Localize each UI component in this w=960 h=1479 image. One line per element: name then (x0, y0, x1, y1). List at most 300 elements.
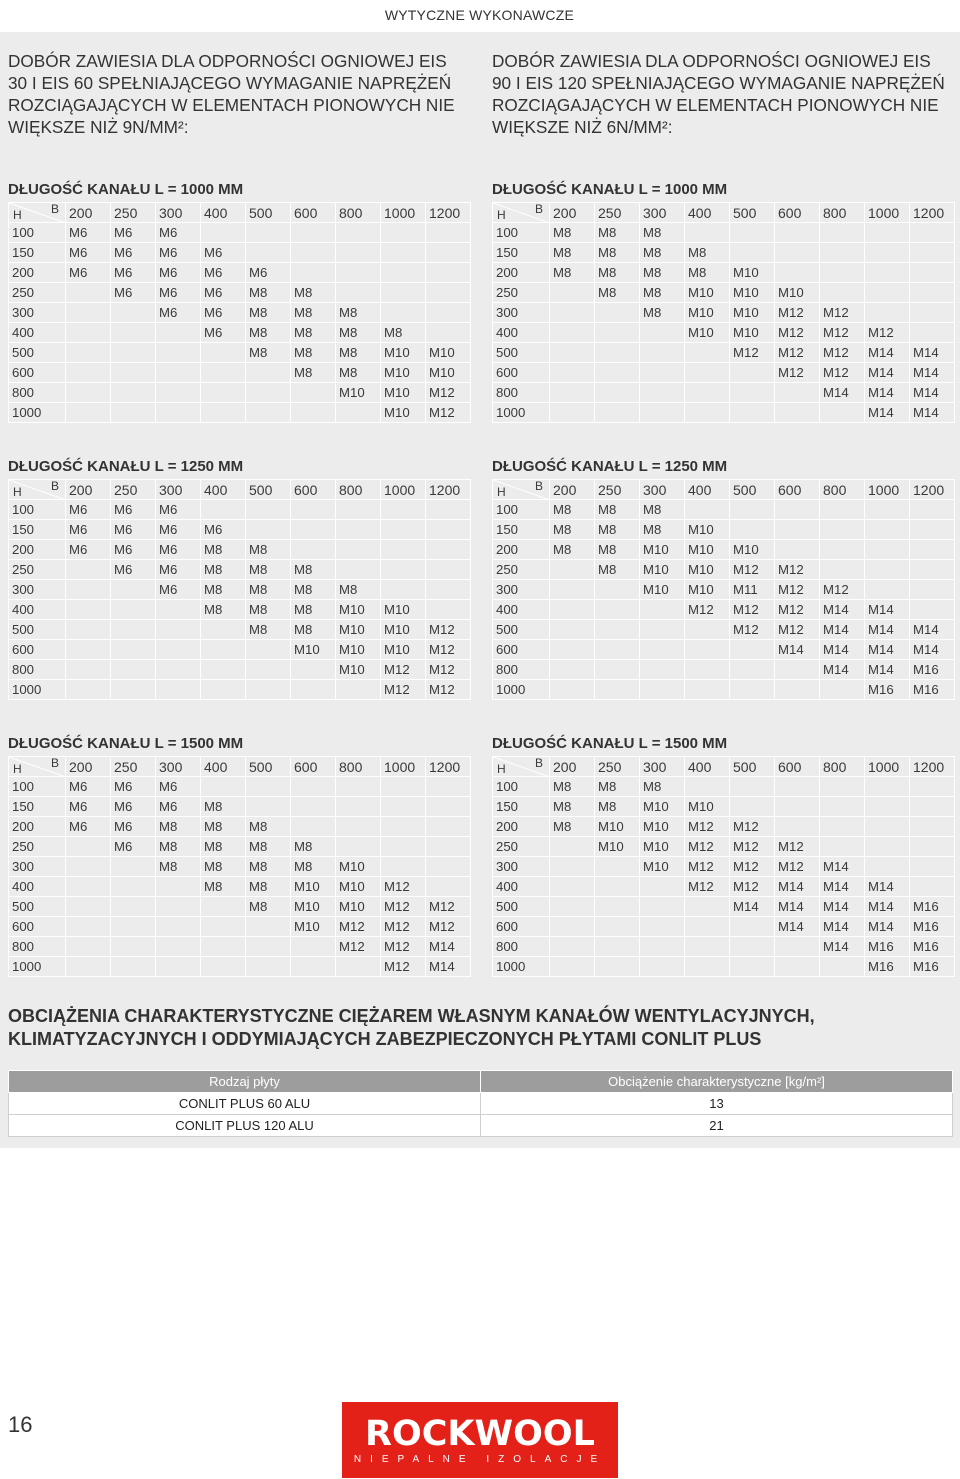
hanger-cell (550, 640, 595, 660)
column-header-b: 200 (66, 203, 111, 223)
table-row (493, 817, 955, 837)
logo-tagline: NIEPALNE IZOLACJE (353, 1454, 607, 1465)
table-row (9, 640, 471, 660)
hanger-grid (8, 756, 471, 977)
row-header-h: 500 (493, 343, 550, 363)
column-header-b: 800 (336, 480, 381, 500)
hanger-cell: M10 (685, 283, 730, 303)
hanger-cell: M8 (336, 343, 381, 363)
hanger-cell (820, 957, 865, 977)
hanger-cell (730, 520, 775, 540)
row-header-h: 150 (9, 520, 66, 540)
hanger-cell (820, 283, 865, 303)
column-header-b: 200 (66, 757, 111, 777)
hanger-cell: M12 (865, 323, 910, 343)
hanger-cell (685, 223, 730, 243)
hanger-cell: M16 (910, 917, 955, 937)
axis-label-b: B (534, 756, 543, 770)
column-header-b: 500 (246, 203, 291, 223)
hanger-cell: M8 (685, 263, 730, 283)
hanger-cell (381, 560, 426, 580)
rockwool-logo (342, 1402, 618, 1478)
hanger-cell: M12 (426, 897, 471, 917)
hanger-cell: M8 (246, 600, 291, 620)
hanger-cell (336, 957, 381, 977)
hanger-cell: M16 (865, 937, 910, 957)
hanger-cell: M14 (820, 937, 865, 957)
hanger-cell: M6 (111, 283, 156, 303)
hanger-cell: M10 (336, 877, 381, 897)
table-row (9, 560, 471, 580)
hanger-cell (820, 560, 865, 580)
hanger-cell (381, 283, 426, 303)
hanger-cell (820, 263, 865, 283)
hanger-cell (730, 383, 775, 403)
row-header-h: 200 (9, 263, 66, 283)
hanger-cell (426, 223, 471, 243)
row-header-h: 400 (9, 877, 66, 897)
hanger-cell: M10 (685, 303, 730, 323)
hanger-cell (246, 797, 291, 817)
hanger-cell (291, 403, 336, 423)
hanger-cell (66, 383, 111, 403)
hanger-cell (291, 817, 336, 837)
hanger-cell: M8 (246, 560, 291, 580)
hanger-cell: M8 (246, 897, 291, 917)
hanger-cell: M12 (820, 343, 865, 363)
hanger-cell: M12 (730, 560, 775, 580)
hanger-cell (111, 897, 156, 917)
hanger-cell: M14 (820, 857, 865, 877)
hanger-cell: M14 (865, 897, 910, 917)
hanger-cell (865, 837, 910, 857)
axis-label-b: B (50, 202, 59, 216)
table-row (493, 383, 955, 403)
hanger-cell (246, 957, 291, 977)
row-header-h: 100 (493, 777, 550, 797)
load-table-cell-name: CONLIT PLUS 60 ALU (9, 1093, 481, 1115)
hanger-cell (246, 660, 291, 680)
hanger-cell (910, 817, 955, 837)
row-header-h: 1000 (9, 403, 66, 423)
hanger-cell (201, 777, 246, 797)
hanger-cell (685, 500, 730, 520)
hanger-cell: M12 (426, 620, 471, 640)
hanger-cell: M8 (201, 877, 246, 897)
hanger-cell (775, 520, 820, 540)
hanger-cell (865, 540, 910, 560)
hanger-cell: M12 (381, 917, 426, 937)
table-row (9, 680, 471, 700)
hanger-cell (595, 877, 640, 897)
hanger-cell: M6 (201, 323, 246, 343)
hanger-cell (426, 560, 471, 580)
hanger-cell (381, 500, 426, 520)
row-header-h: 100 (9, 777, 66, 797)
hanger-cell: M12 (775, 837, 820, 857)
table-row (9, 403, 471, 423)
hanger-cell: M10 (685, 797, 730, 817)
load-table-cell-name: CONLIT PLUS 120 ALU (9, 1115, 481, 1137)
hanger-cell (201, 640, 246, 660)
hanger-cell (291, 957, 336, 977)
table-row (9, 817, 471, 837)
hanger-table (492, 457, 954, 700)
table-title: DŁUGOŚĆ KANAŁU L = 1250 MM (492, 458, 728, 475)
hanger-cell (775, 243, 820, 263)
hanger-cell (640, 383, 685, 403)
table-header-row (9, 203, 471, 223)
hanger-cell (820, 223, 865, 243)
hanger-cell (685, 680, 730, 700)
hanger-cell: M6 (201, 263, 246, 283)
hanger-cell (550, 837, 595, 857)
hanger-cell (381, 540, 426, 560)
hanger-cell (595, 323, 640, 343)
hanger-cell: M8 (291, 323, 336, 343)
hanger-cell (111, 383, 156, 403)
hanger-cell (426, 520, 471, 540)
table-row (9, 263, 471, 283)
hanger-cell (201, 500, 246, 520)
table-row (493, 500, 955, 520)
hanger-cell: M12 (775, 363, 820, 383)
hanger-cell: M10 (291, 917, 336, 937)
hanger-cell: M8 (201, 580, 246, 600)
hanger-cell: M12 (820, 323, 865, 343)
hanger-cell (381, 263, 426, 283)
hanger-cell: M8 (336, 363, 381, 383)
hanger-cell: M8 (246, 837, 291, 857)
hanger-table (492, 180, 954, 423)
table-row (9, 660, 471, 680)
load-table-col2-label: Obciążenie charakterystyczne (608, 1074, 782, 1089)
table-row (493, 857, 955, 877)
corner-cell (9, 203, 66, 223)
hanger-cell: M12 (381, 660, 426, 680)
hanger-cell: M12 (775, 600, 820, 620)
hanger-cell: M12 (426, 680, 471, 700)
hanger-cell: M6 (66, 243, 111, 263)
hanger-cell (910, 283, 955, 303)
row-header-h: 250 (493, 560, 550, 580)
hanger-cell: M8 (291, 283, 336, 303)
hanger-cell (291, 500, 336, 520)
hanger-table (492, 734, 954, 977)
hanger-cell (111, 877, 156, 897)
column-header-b: 500 (730, 757, 775, 777)
hanger-cell: M12 (381, 877, 426, 897)
hanger-cell: M6 (66, 797, 111, 817)
row-header-h: 150 (493, 243, 550, 263)
hanger-cell: M8 (246, 323, 291, 343)
column-header-b: 1000 (381, 757, 426, 777)
hanger-cell (550, 323, 595, 343)
hanger-cell: M10 (336, 897, 381, 917)
hanger-cell (550, 580, 595, 600)
hanger-cell: M10 (730, 323, 775, 343)
hanger-cell: M8 (291, 580, 336, 600)
table-row (9, 897, 471, 917)
hanger-cell: M10 (381, 640, 426, 660)
hanger-cell: M8 (156, 837, 201, 857)
hanger-cell (381, 243, 426, 263)
hanger-cell (820, 403, 865, 423)
table-row (493, 837, 955, 857)
table-row (493, 600, 955, 620)
hanger-cell (910, 877, 955, 897)
hanger-cell (685, 777, 730, 797)
hanger-cell: M12 (685, 857, 730, 877)
hanger-cell (595, 363, 640, 383)
hanger-cell: M12 (730, 857, 775, 877)
hanger-cell (550, 303, 595, 323)
hanger-cell (910, 560, 955, 580)
hanger-cell: M8 (595, 263, 640, 283)
hanger-cell (426, 877, 471, 897)
hanger-cell: M8 (550, 263, 595, 283)
hanger-cell (336, 560, 381, 580)
hanger-cell: M8 (201, 600, 246, 620)
hanger-cell: M12 (775, 580, 820, 600)
hanger-cell (685, 937, 730, 957)
column-header-b: 600 (291, 203, 336, 223)
column-header-b: 500 (246, 480, 291, 500)
table-row (493, 640, 955, 660)
axis-label-b: B (534, 202, 543, 216)
hanger-cell (291, 660, 336, 680)
hanger-cell (910, 837, 955, 857)
hanger-cell: M12 (775, 323, 820, 343)
row-header-h: 800 (9, 383, 66, 403)
hanger-cell (910, 243, 955, 263)
hanger-cell: M8 (640, 303, 685, 323)
table-row (493, 223, 955, 243)
hanger-cell (595, 640, 640, 660)
table-row (9, 500, 471, 520)
hanger-cell (685, 917, 730, 937)
hanger-cell (865, 797, 910, 817)
hanger-cell: M14 (910, 343, 955, 363)
column-header-b: 500 (246, 757, 291, 777)
hanger-cell (66, 957, 111, 977)
hanger-cell (156, 323, 201, 343)
hanger-cell: M6 (246, 263, 291, 283)
table-header-row (9, 757, 471, 777)
hanger-cell (550, 620, 595, 640)
row-header-h: 600 (493, 363, 550, 383)
load-table-cell-value: 13 (481, 1093, 953, 1115)
hanger-cell (66, 283, 111, 303)
hanger-cell (685, 363, 730, 383)
hanger-cell (775, 957, 820, 977)
hanger-cell: M10 (730, 263, 775, 283)
hanger-cell (775, 223, 820, 243)
page-number: 16 (8, 1412, 33, 1437)
table-row (493, 620, 955, 640)
hanger-cell: M10 (685, 520, 730, 540)
hanger-cell: M6 (156, 580, 201, 600)
hanger-cell (640, 600, 685, 620)
column-header-b: 200 (550, 757, 595, 777)
row-header-h: 300 (9, 580, 66, 600)
hanger-cell (910, 580, 955, 600)
load-table-col1-header: Rodzaj płyty (9, 1071, 481, 1093)
hanger-cell: M14 (775, 897, 820, 917)
hanger-cell (156, 383, 201, 403)
hanger-cell (426, 817, 471, 837)
column-header-b: 1000 (865, 480, 910, 500)
hanger-cell: M10 (685, 323, 730, 343)
table-row (493, 283, 955, 303)
axis-label-h: H (497, 485, 506, 499)
hanger-cell (291, 777, 336, 797)
hanger-cell: M11 (730, 580, 775, 600)
hanger-cell (111, 620, 156, 640)
row-header-h: 150 (9, 797, 66, 817)
table-row (9, 837, 471, 857)
row-header-h: 200 (493, 263, 550, 283)
hanger-cell: M8 (156, 817, 201, 837)
hanger-cell: M8 (291, 837, 336, 857)
row-header-h: 100 (493, 223, 550, 243)
hanger-cell: M8 (201, 837, 246, 857)
hanger-cell: M10 (336, 620, 381, 640)
hanger-cell (730, 363, 775, 383)
table-row (9, 857, 471, 877)
hanger-cell: M8 (595, 797, 640, 817)
hanger-cell (381, 777, 426, 797)
hanger-cell: M14 (865, 640, 910, 660)
row-header-h: 250 (9, 837, 66, 857)
hanger-table (8, 734, 470, 977)
hanger-cell: M6 (156, 243, 201, 263)
column-header-b: 200 (66, 480, 111, 500)
hanger-cell (426, 303, 471, 323)
hanger-cell (246, 383, 291, 403)
hanger-cell (111, 363, 156, 383)
hanger-cell (550, 897, 595, 917)
hanger-cell: M10 (730, 303, 775, 323)
hanger-cell (595, 957, 640, 977)
hanger-cell (381, 797, 426, 817)
hanger-cell: M14 (775, 917, 820, 937)
hanger-cell: M6 (201, 283, 246, 303)
column-header-b: 250 (595, 480, 640, 500)
hanger-cell (640, 957, 685, 977)
hanger-cell (336, 283, 381, 303)
hanger-cell: M16 (910, 897, 955, 917)
hanger-cell (595, 343, 640, 363)
column-header-b: 400 (685, 480, 730, 500)
hanger-cell: M14 (865, 403, 910, 423)
axis-label-h: H (497, 762, 506, 776)
load-table-header (9, 1071, 953, 1093)
hanger-cell: M10 (640, 837, 685, 857)
load-table-cell-value: 21 (481, 1115, 953, 1137)
load-table-row (9, 1115, 953, 1137)
hanger-cell: M12 (730, 817, 775, 837)
hanger-cell (336, 263, 381, 283)
hanger-cell (775, 500, 820, 520)
hanger-cell (820, 520, 865, 540)
table-row (493, 580, 955, 600)
table-row (493, 303, 955, 323)
axis-label-h: H (13, 762, 22, 776)
hanger-cell: M6 (66, 520, 111, 540)
hanger-cell: M8 (201, 857, 246, 877)
hanger-cell (246, 777, 291, 797)
hanger-cell: M8 (595, 560, 640, 580)
hanger-cell: M8 (685, 243, 730, 263)
header-bar (0, 0, 960, 32)
hanger-cell (426, 797, 471, 817)
hanger-cell: M6 (111, 223, 156, 243)
hanger-cell (820, 540, 865, 560)
column-header-b: 1000 (381, 203, 426, 223)
table-row (9, 303, 471, 323)
hanger-cell (640, 660, 685, 680)
hanger-cell (550, 560, 595, 580)
hanger-cell (730, 777, 775, 797)
header-title: WYTYCZNE WYKONAWCZE (384, 7, 574, 23)
hanger-cell (201, 620, 246, 640)
axis-label-b: B (50, 756, 59, 770)
hanger-cell (381, 580, 426, 600)
hanger-cell: M8 (336, 323, 381, 343)
hanger-cell (111, 660, 156, 680)
hanger-cell (595, 303, 640, 323)
row-header-h: 800 (493, 937, 550, 957)
hanger-grid (8, 479, 471, 700)
hanger-cell (426, 837, 471, 857)
column-header-b: 600 (291, 757, 336, 777)
column-header-b: 800 (820, 480, 865, 500)
hanger-cell (291, 383, 336, 403)
hanger-cell: M8 (595, 223, 640, 243)
hanger-cell: M14 (865, 877, 910, 897)
column-header-b: 1200 (426, 757, 471, 777)
hanger-cell (730, 937, 775, 957)
hanger-cell: M6 (111, 500, 156, 520)
hanger-cell: M8 (550, 243, 595, 263)
row-header-h: 500 (9, 343, 66, 363)
hanger-cell: M6 (66, 223, 111, 243)
hanger-cell (381, 520, 426, 540)
hanger-cell (336, 223, 381, 243)
hanger-cell (426, 500, 471, 520)
hanger-cell: M12 (730, 620, 775, 640)
hanger-cell: M14 (910, 403, 955, 423)
table-row (9, 383, 471, 403)
hanger-cell: M14 (910, 640, 955, 660)
hanger-cell (156, 937, 201, 957)
hanger-cell (201, 343, 246, 363)
hanger-cell: M12 (730, 877, 775, 897)
hanger-cell (156, 363, 201, 383)
load-table-col2-unit: [kg/m²] (785, 1074, 825, 1089)
column-header-b: 500 (730, 203, 775, 223)
column-header-b: 1200 (910, 203, 955, 223)
axis-label-h: H (497, 208, 506, 222)
table-row (9, 323, 471, 343)
hanger-cell (156, 343, 201, 363)
row-header-h: 400 (493, 877, 550, 897)
hanger-cell (111, 403, 156, 423)
column-header-b: 800 (820, 203, 865, 223)
hanger-cell (595, 917, 640, 937)
hanger-cell: M10 (640, 580, 685, 600)
